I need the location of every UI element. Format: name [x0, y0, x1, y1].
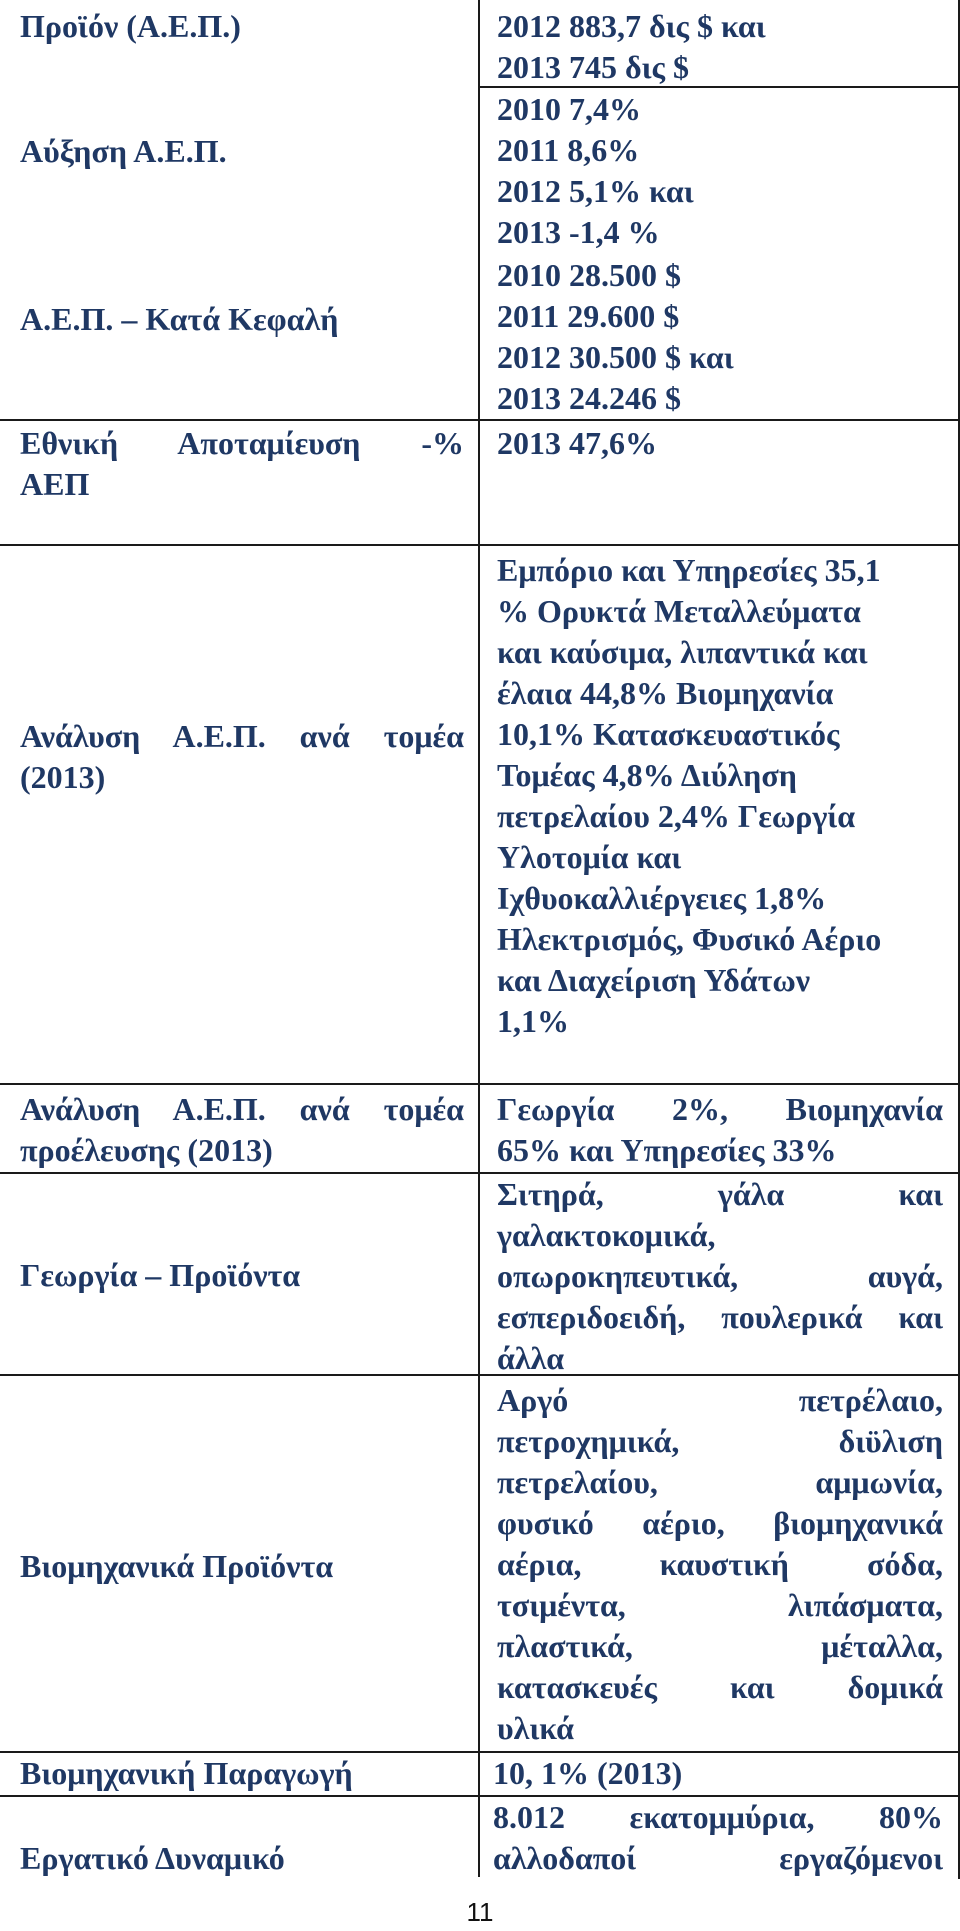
value-line: Ηλεκτρισμός, Φυσικό Αέριο	[497, 921, 882, 957]
value-line: 2012 5,1% και	[497, 173, 694, 209]
value-line: 2011 29.600 $	[497, 298, 680, 334]
row-divider	[0, 544, 960, 546]
value-line: Γεωργία 2%, Βιομηχανία	[497, 1091, 943, 1127]
row-value	[493, 1797, 943, 1879]
value-line: πετρελαίου, αμμωνία,	[497, 1464, 943, 1500]
value-line: Ιχθυοκαλλιέργειες 1,8%	[497, 880, 827, 916]
row-value	[497, 423, 943, 464]
value-line: 1,1%	[497, 1003, 569, 1039]
label-line: Εθνική Αποταμίευση -%	[20, 425, 464, 461]
value-line: Αργό πετρέλαιο,	[497, 1382, 943, 1418]
value-line: 2010 28.500 $	[497, 257, 681, 293]
value-line: 2013 -1,4 %	[497, 214, 660, 250]
value-line: και Διαχείριση Υδάτων	[497, 962, 811, 998]
row-label	[20, 423, 464, 505]
value-line: πλαστικά, μέταλλα,	[497, 1628, 943, 1664]
label-line: προέλευσης (2013)	[20, 1132, 273, 1168]
row-label: Βιομηχανικά Προϊόντα	[20, 1548, 334, 1584]
value-line: τσιμέντα, λιπάσματα,	[497, 1587, 943, 1623]
value-line: έλαια 44,8% Βιομηχανία	[497, 675, 834, 711]
value-line: 10, 1% (2013)	[493, 1755, 683, 1791]
row-value	[497, 6, 943, 88]
value-line: φυσικό αέριο, βιομηχανικά	[497, 1505, 943, 1541]
value-line: οπωροκηπευτικά, αυγά,	[497, 1258, 943, 1294]
value-line: εσπεριδοειδή, πουλερικά και	[497, 1299, 943, 1335]
row-label	[20, 1089, 464, 1171]
value-line: 8.012 εκατομμύρια, 80%	[493, 1799, 943, 1835]
value-line: 10,1% Κατασκευαστικός	[497, 716, 840, 752]
value-line: 2012 883,7 δις $ και	[497, 8, 766, 44]
row-value	[493, 1753, 939, 1794]
value-line: 2013 47,6%	[497, 425, 657, 461]
value-line: αλλοδαποί εργαζόμενοι	[493, 1840, 943, 1876]
row-label: Εργατικό Δυναμικό	[20, 1840, 285, 1876]
row-label: Αύξηση Α.Ε.Π.	[20, 133, 227, 169]
column-divider	[478, 0, 480, 1877]
value-line: υλικά	[497, 1710, 574, 1746]
value-line: 2013 24.246 $	[497, 380, 681, 416]
value-line: Υλοτομία και	[497, 839, 682, 875]
row-divider	[0, 419, 960, 421]
row-label	[20, 716, 464, 798]
row-value	[497, 1380, 943, 1749]
label-line: ΑΕΠ	[20, 466, 90, 502]
value-line: Τομέας 4,8% Διύληση	[497, 757, 797, 793]
row-value	[497, 1089, 943, 1171]
value-line: 2010 7,4%	[497, 91, 641, 127]
value-line: πετροχημικά, διϋλιση	[497, 1423, 943, 1459]
value-line: 2012 30.500 $ και	[497, 339, 734, 375]
value-line: Εμπόριο και Υπηρεσίες 35,1	[497, 552, 881, 588]
row-value	[497, 1174, 943, 1379]
value-line: 2013 745 δις $	[497, 49, 690, 85]
value-line: άλλα	[497, 1340, 565, 1376]
row-divider	[0, 1083, 960, 1085]
value-line: πετρελαίου 2,4% Γεωργία	[497, 798, 856, 834]
row-label: Βιομηχανική Παραγωγή	[20, 1755, 353, 1791]
row-label: Προϊόν (Α.Ε.Π.)	[20, 8, 241, 44]
value-line: αέρια, καυστική σόδα,	[497, 1546, 943, 1582]
value-line: % Ορυκτά Μεταλλεύματα	[497, 593, 861, 629]
row-label: Α.Ε.Π. – Κατά Κεφαλή	[20, 301, 339, 337]
row-label: Γεωργία – Προϊόντα	[20, 1257, 301, 1293]
value-line: γαλακτοκομικά,	[497, 1217, 716, 1253]
label-line: Ανάλυση Α.Ε.Π. ανά τομέα	[20, 1091, 464, 1127]
row-value	[497, 550, 943, 1042]
value-line: Σιτηρά, γάλα και	[497, 1176, 943, 1212]
row-value	[497, 255, 943, 419]
value-line: 2011 8,6%	[497, 132, 640, 168]
row-value	[497, 89, 943, 253]
value-line: κατασκευές και δομικά	[497, 1669, 943, 1705]
label-line: Ανάλυση Α.Ε.Π. ανά τομέα	[20, 718, 464, 754]
page-number: 11	[466, 1897, 494, 1927]
value-line: και καύσιμα, λιπαντικά και	[497, 634, 868, 670]
value-line: 65% και Υπηρεσίες 33%	[497, 1132, 837, 1168]
table-right-border	[958, 0, 960, 1879]
label-line: (2013)	[20, 759, 106, 795]
